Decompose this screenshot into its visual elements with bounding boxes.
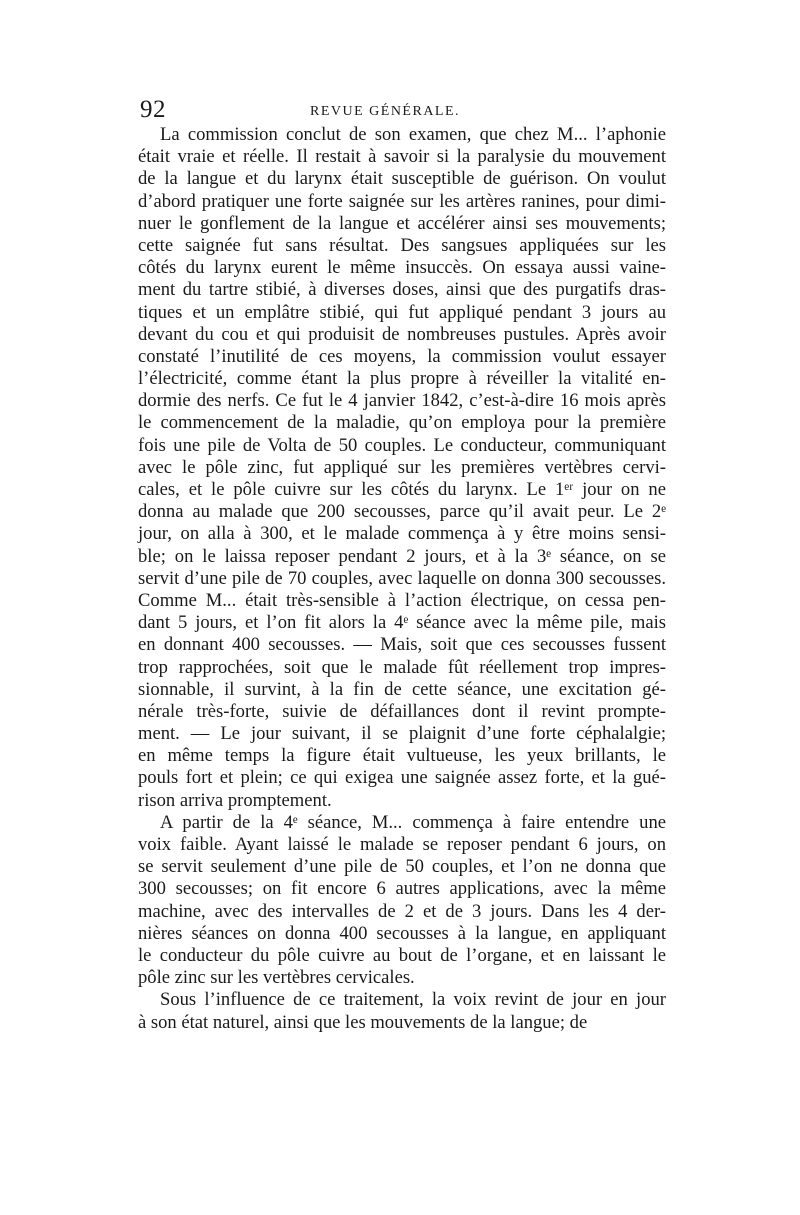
text-line: rison arriva promptement.	[138, 789, 332, 811]
text-line: devant du cou et qui produisit de nombreuses pustules. Après avoir	[138, 323, 666, 345]
paragraph	[138, 124, 666, 812]
text-line: jour, on alla à 300, et le malade commença à y être moins sensi-	[138, 523, 666, 545]
text-line: constaté l’inutilité de ces moyens, la commission voulut essayer	[138, 345, 666, 367]
text-line: à son état naturel, ainsi que les mouvements de la langue; de	[138, 1011, 588, 1033]
body-text	[138, 124, 666, 1034]
text-line: dormie des nerfs. Ce fut le 4 janvier 1842, c’est-à-dire 16 mois après	[138, 390, 666, 412]
text-line: l’électricité, comme étant la plus propre à réveiller la vitalité en-	[138, 368, 666, 390]
text-line: cette saignée fut sans résultat. Des sangsues appliquées sur les	[138, 234, 666, 256]
text-line: nuer le gonflement de la langue et accélérer ainsi ses mouvements;	[138, 212, 666, 234]
text-line: machine, avec des intervalles de 2 et de 3 jours. Dans les 4 der-	[138, 900, 666, 922]
text-line: le commencement de la maladie, qu’on employa pour la première	[138, 412, 666, 434]
text-line: ment. — Le jour suivant, il se plaignit d’une forte céphalalgie;	[138, 723, 666, 745]
running-title: REVUE GÉNÉRALE.	[310, 104, 461, 119]
text-line: nérale très-forte, suivie de défaillances dont il revint prompte-	[138, 700, 666, 722]
text-line: voix faible. Ayant laissé le malade se reposer pendant 6 jours, on	[138, 834, 666, 855]
text-line: Comme M... était très-sensible à l’action électrique, on cessa pen-	[138, 589, 666, 611]
text-line: cales, et le pôle cuivre sur les côtés du larynx. Le 1ᵉʳ jour on ne	[138, 479, 666, 500]
text-line: La commission conclut de son examen, que chez M... l’aphonie	[160, 124, 666, 145]
text-line: pôle zinc sur les vertèbres cervicales.	[138, 967, 415, 989]
text-line: se servit seulement d’une pile de 50 couples, et l’on ne donna que	[138, 856, 666, 878]
text-line: pouls fort et plein; ce qui exigea une saignée assez forte, et la gué-	[138, 767, 666, 789]
text-line: sionnable, il survint, à la fin de cette séance, une excitation gé-	[138, 678, 666, 700]
text-line: ment du tartre stibié, à diverses doses, ainsi que des purgatifs dras-	[138, 279, 666, 301]
text-line: de la langue et du larynx était susceptible de guérison. On voulut	[138, 168, 666, 190]
text-line: en même temps la figure était vultueuse, les yeux brillants, le	[138, 745, 666, 767]
text-line: servit d’une pile de 70 couples, avec laquelle on donna 300 secousses.	[138, 567, 666, 589]
page-number: 92	[140, 96, 166, 123]
text-line: dant 5 jours, et l’on fit alors la 4ᵉ séance avec la même pile, mais	[138, 612, 666, 634]
text-line: 300 secousses; on fit encore 6 autres applications, avec la même	[138, 878, 666, 900]
text-line: tiques et un emplâtre stibié, qui fut appliqué pendant 3 jours au	[138, 301, 666, 323]
text-line: trop rapprochées, soit que le malade fût réellement trop impres-	[138, 656, 666, 678]
text-line: A partir de la 4ᵉ séance, M... commença à faire entendre une	[160, 811, 666, 833]
text-line: Sous l’influence de ce traitement, la voix revint de jour en jour	[160, 989, 666, 1011]
text-line: le conducteur du pôle cuivre au bout de l’organe, et en laissant le	[138, 944, 666, 966]
text-line: avec le pôle zinc, fut appliqué sur les premières vertèbres cervi-	[138, 456, 666, 478]
page-header	[140, 96, 666, 126]
text-line: fois une pile de Volta de 50 couples. Le conducteur, communiquant	[138, 434, 666, 456]
text-line: d’abord pratiquer une forte saignée sur les artères ranines, pour dimi-	[138, 190, 666, 212]
text-line: en donnant 400 secousses. — Mais, soit que ces secousses fussent	[138, 634, 666, 656]
text-line: côtés du larynx eurent le même insuccès. On essaya aussi vaine-	[138, 257, 666, 279]
text-line: ble; on le laissa reposer pendant 2 jours, et à la 3ᵉ séance, on se	[138, 545, 666, 567]
text-line: était vraie et réelle. Il restait à savoir si la paralysie du mouvement	[138, 146, 666, 168]
paragraph	[138, 812, 666, 990]
text-line: donna au malade que 200 secousses, parce qu’il avait peur. Le 2ᵉ	[138, 501, 666, 523]
text-line: nières séances on donna 400 secousses à la langue, en appliquant	[138, 922, 666, 944]
paragraph	[138, 989, 666, 1033]
